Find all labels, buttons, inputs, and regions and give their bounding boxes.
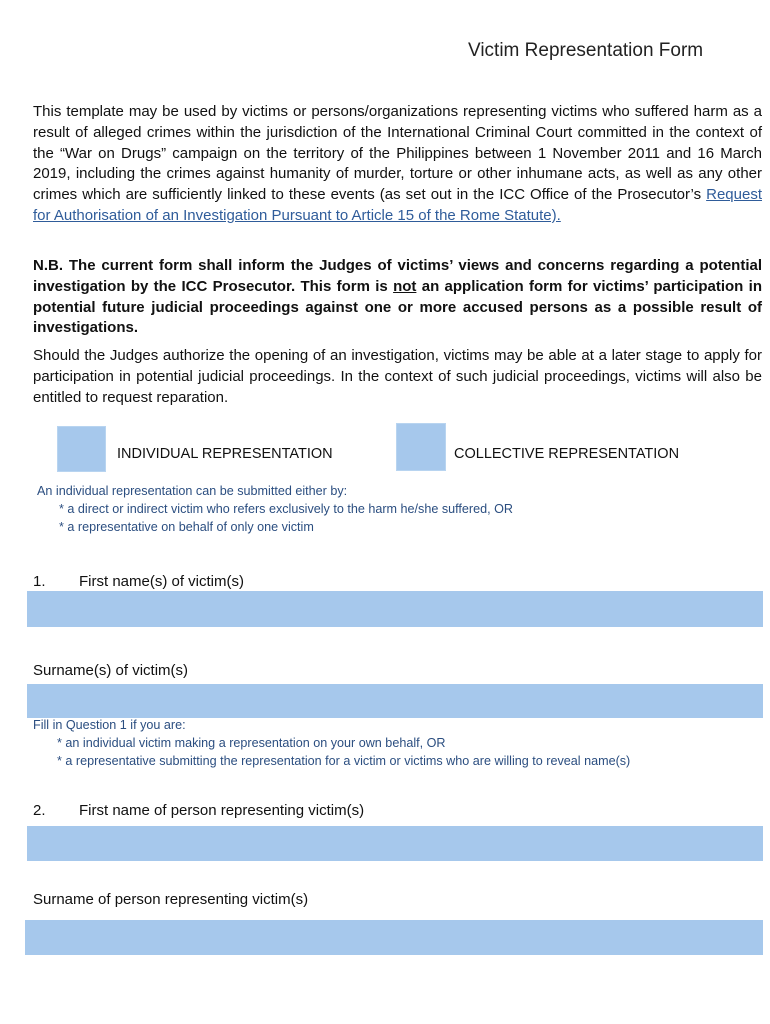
authorization-paragraph: Should the Judges authorize the opening of an investigation, victims may be able at a later stage to apply for participation in potential judicial proceedings. In the context of such judicial proceedings, victims will also be entitled to request reparation.: [33, 347, 762, 406]
note-line-3: * a representative on behalf of only one victim: [59, 520, 314, 534]
intro-paragraph: [33, 102, 762, 227]
q2-surname-field[interactable]: [25, 920, 763, 955]
q1-first-name-text: First name(s) of victim(s): [79, 573, 244, 590]
q2-number: 2.: [33, 802, 46, 819]
q2-first-name-label: [33, 802, 364, 819]
fill-note-line-3: * a representative submitting the representation for a victim or victims who are willing to reveal name(s): [57, 754, 631, 768]
q1-surname-field[interactable]: [27, 684, 763, 718]
collective-representation-checkbox[interactable]: [396, 423, 446, 471]
q2-first-name-text: First name of person representing victim(s): [79, 802, 365, 819]
individual-representation-note: [37, 482, 513, 536]
note-line-1: An individual representation can be submitted either by:: [37, 484, 348, 498]
individual-representation-checkbox[interactable]: [57, 426, 106, 472]
nb-text-before: N.B. The current form shall inform the Judges of victims’ views and concerns regarding a potential investigation by the ICC Prosecutor. This form is: [33, 257, 762, 295]
collective-representation-label: COLLECTIVE REPRESENTATION: [454, 446, 680, 462]
q1-surname-label: Surname(s) of victim(s): [33, 662, 189, 679]
form-title: Victim Representation Form: [468, 40, 704, 61]
nb-text-after: an application form for victims’ participation in potential future judicial proceedings against one or more accused persons as a possible result of investigations.: [33, 277, 762, 337]
q1-first-name-field[interactable]: [27, 591, 763, 627]
nb-not-emphasis: not: [393, 277, 417, 295]
fill-note-line-2: * an individual victim making a representation on your own behalf, OR: [57, 736, 446, 750]
fill-note-line-1: Fill in Question 1 if you are:: [33, 718, 186, 732]
otp-request-link[interactable]: Request for Authorisation of an Investigation Pursuant to Article 15 of the Rome Statute).: [33, 186, 762, 224]
q1-first-name-label: [33, 573, 244, 590]
note-line-2: * a direct or indirect victim who refers exclusively to the harm he/she suffered, OR: [59, 502, 514, 516]
question1-fill-note: [33, 716, 630, 770]
nb-notice: [33, 256, 762, 339]
intro-text: This template may be used by victims or persons/organizations representing victims who suffered harm as a result of alleged crimes within the jurisdiction of the International Criminal Court committed in the context of the “War on Drugs” campaign on the territory of the Philippines between 1 November 2011 and 16 March 2019, including the crimes against humanity of murder, torture or other inhumane acts, as well as any other crimes which are sufficiently linked to these events (as set out in the ICC Office of the Prosecutor’s: [33, 103, 762, 204]
q2-surname-label: Surname of person representing victim(s): [33, 891, 309, 908]
q2-first-name-field[interactable]: [27, 826, 763, 861]
individual-representation-label: INDIVIDUAL REPRESENTATION: [117, 446, 333, 462]
q1-number: 1.: [33, 573, 46, 590]
